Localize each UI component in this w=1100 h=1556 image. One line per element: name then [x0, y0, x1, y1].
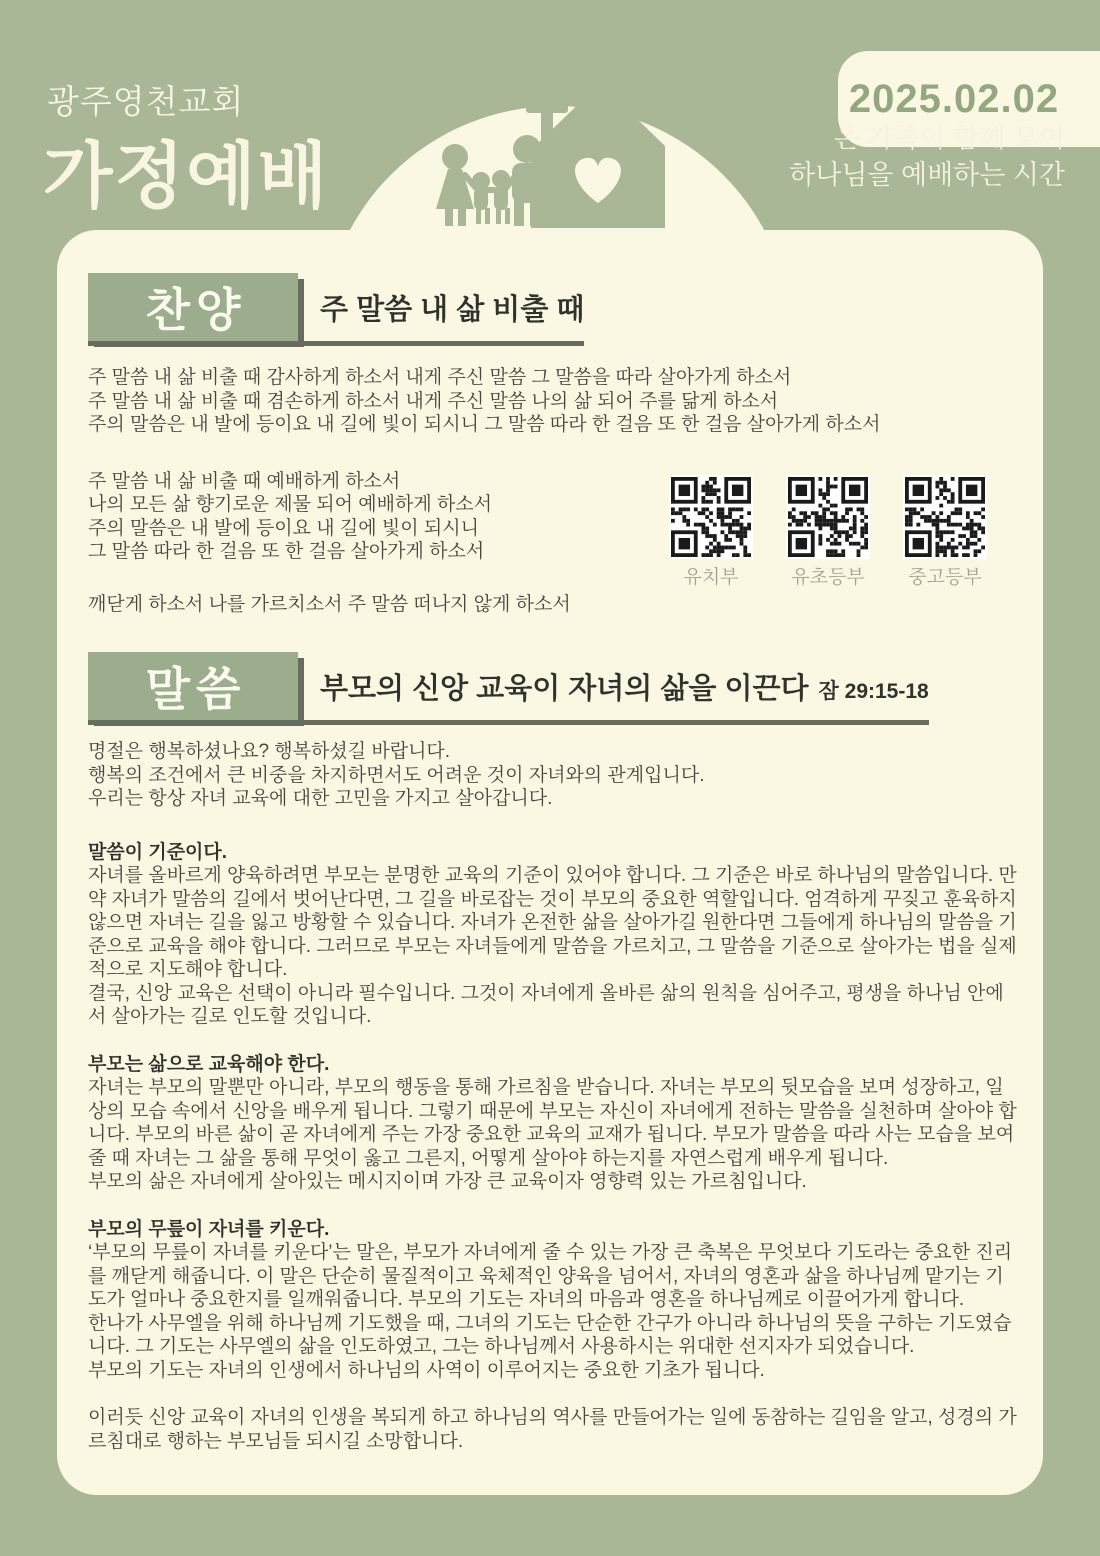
qr-codes: [669, 475, 987, 589]
sermon-paragraph: 자녀는 부모의 말뿐만 아니라, 부모의 행동을 통해 가르침을 받습니다. 자녀는 부모의 뒷모습을 보며 성장하고, 일상의 모습 속에서 신앙을 배우게 됩니다. 그렇기 때문에 부모는 자신이 자녀에게 전하는 말씀을 실천하며 살아야 합니다. 부모의 바른 삶이 곧 자녀에게 주는 가장 중요한 교육의 교재가 됩니다. 부모가 말씀을 따라 사는 모습을 보여줄 때 자녀는 그 삶을 통해 무엇이 옳고 그른지, 어떻게 살아야 하는지를 자연스럽게 배우게 됩니다.: [88, 1077, 1017, 1169]
praise-refrain: 깨닫게 하소서 나를 가르치소서 주 말씀 떠나지 않게 하소서: [88, 593, 571, 615]
lyric-line: 나의 모든 삶 향기로운 제물 되어 예배하게 하소서: [88, 494, 493, 515]
praise-section-header: [88, 273, 584, 341]
lyric-line: 주의 말씀은 내 발에 등이요 내 길에 빛이 되시니 그 말씀 따라 한 걸음 또 한 걸음 살아가게 하소서: [88, 414, 881, 435]
praise-section-label: 찬양: [145, 284, 247, 336]
sermon-paragraph: ‘부모의 무릎이 자녀를 키운다’는 말은, 부모가 자녀에게 줄 수 있는 가장 큰 축복은 무엇보다 기도라는 중요한 진리를 깨닫게 해줍니다. 이 말은 단순히 물질적이고 육체적인 양육을 넘어서, 자녀의 영혼과 삶을 하나님께 맡기는 기도가 얼마나 중요한지를 일깨워줍니다. 부모의 기도는 자녀의 마음과 영혼을 하나님께로 이끌어가게 합니다.: [88, 1242, 1013, 1310]
tagline-line-2: 하나님을 예배하는 시간: [789, 160, 1065, 190]
tagline-line-1: 온 가족이 함께 모여: [833, 123, 1065, 153]
sermon-paragraph: 부모의 기도는 자녀의 인생에서 하나님의 사역이 이루어지는 중요한 기초가 됩니다.: [88, 1359, 765, 1381]
qr-item-elementary: [786, 475, 870, 589]
sermon-point-heading: 말씀이 기준이다.: [88, 841, 228, 863]
scripture-reference: 잠 29:15-18: [818, 680, 929, 703]
lyric-line: 주의 말씀은 내 발에 등이요 내 길에 빛이 되시니: [88, 517, 479, 539]
sermon-paragraph: 결국, 신앙 교육은 선택이 아니라 필수입니다. 그것이 자녀에게 올바른 삶의 원칙을 심어주고, 평생을 하나님 안에서 살아가는 길로 인도할 것입니다.: [88, 982, 1004, 1027]
qr-code-kindergarten: [669, 475, 753, 559]
sermon-section-label: 말씀: [145, 663, 247, 715]
sermon-paragraph: 한나가 사무엘을 위해 하나님께 기도했을 때, 그녀의 기도는 단순한 간구가 아니라 하나님의 뜻을 구하는 기도였습니다. 그 기도는 사무엘의 삶을 인도하였고, 그는 하나님께서 사용하시는 위대한 선지자가 되었습니다.: [88, 1312, 1012, 1357]
sermon-paragraph: 부모의 삶은 자녀에게 살아있는 메시지이며 가장 큰 교육이자 영향력 있는 가르침입니다.: [88, 1171, 807, 1192]
tagline: [645, 120, 1065, 194]
church-name: 광주영천교회: [47, 83, 245, 120]
lyric-line: 주 말씀 내 삶 비출 때 감사하게 하소서 내게 주신 말씀 그 말씀을 따라 살아가게 하소서: [88, 367, 792, 388]
intro-line: 명절은 행복하셨나요? 행복하셨길 바랍니다.: [88, 741, 451, 762]
praise-section-badge: [88, 273, 298, 341]
qr-label: 유초등부: [791, 567, 865, 588]
sermon-point-heading: 부모는 삶으로 교육해야 한다.: [88, 1053, 330, 1075]
family-church-icon: [425, 78, 665, 228]
lyric-line: 주 말씀 내 삶 비출 때 겸손하게 하소서 내게 주신 말씀 나의 삶 되어 주를 닮게 하소서: [88, 390, 779, 412]
qr-label: 유치부: [683, 567, 739, 588]
qr-code-youth: [903, 475, 987, 559]
content-card: [57, 230, 1043, 1495]
sermon-point-2: [88, 1053, 1021, 1194]
sermon-point-1: [88, 841, 1021, 1029]
praise-verse-1: [88, 366, 1021, 437]
qr-item-kindergarten: [669, 475, 753, 589]
page-title: 가정예배: [43, 137, 330, 217]
intro-line: 우리는 항상 자녀 교육에 대한 고민을 가지고 살아갑니다.: [88, 788, 553, 809]
section-underline: [88, 341, 584, 346]
sermon-title: 부모의 신앙 교육이 자녀의 삶을 이끈다: [320, 672, 809, 705]
lyric-line: 주 말씀 내 삶 비출 때 예배하게 하소서: [88, 470, 401, 492]
qr-code-elementary: [786, 475, 870, 559]
sermon-intro: [88, 740, 1021, 811]
sermon-point-heading: 부모의 무릎이 자녀를 키운다.: [88, 1218, 330, 1240]
section-underline: [88, 720, 929, 725]
sermon-point-3: [88, 1218, 1021, 1383]
date-text: 2025.02.02: [848, 76, 1060, 121]
sermon-closing: 이러듯 신앙 교육이 자녀의 인생을 복되게 하고 하나님의 역사를 만들어가는 일에 동참하는 길임을 알고, 성경의 가르침대로 행하는 부모님들 되시길 소망합니다.: [88, 1407, 1017, 1452]
sermon-paragraph: 자녀를 올바르게 양육하려면 부모는 분명한 교육의 기준이 있어야 합니다. 그 기준은 바로 하나님의 말씀입니다. 만약 자녀가 말씀의 길에서 벗어난다면, 그 길을 바로잡는 것이 부모의 중요한 역할입니다. 엄격하게 꾸짖고 훈육하지 않으면 자녀는 길을 잃고 방황할 수 있습니다. 자녀가 온전한 삶을 살아가길 원한다면 그들에게 하나님의 말씀을 기준으로 교육을 해야 합니다. 그러므로 부모는 자녀들에게 말씀을 가르치고, 그 말씀을 기준으로 살아가는 법을 실제적으로 지도해야 합니다.: [88, 865, 1017, 980]
intro-line: 행복의 조건에서 큰 비중을 차지하면서도 어려운 것이 자녀와의 관계입니다.: [88, 764, 705, 786]
qr-label: 중고등부: [908, 567, 982, 588]
qr-item-youth: [903, 475, 987, 589]
lyric-line: 그 말씀 따라 한 걸음 또 한 걸음 살아가게 하소서: [88, 541, 485, 562]
sermon-section-badge: [88, 652, 298, 720]
sermon-section-header: [88, 652, 929, 720]
song-title: 주 말씀 내 삶 비출 때: [320, 293, 585, 326]
